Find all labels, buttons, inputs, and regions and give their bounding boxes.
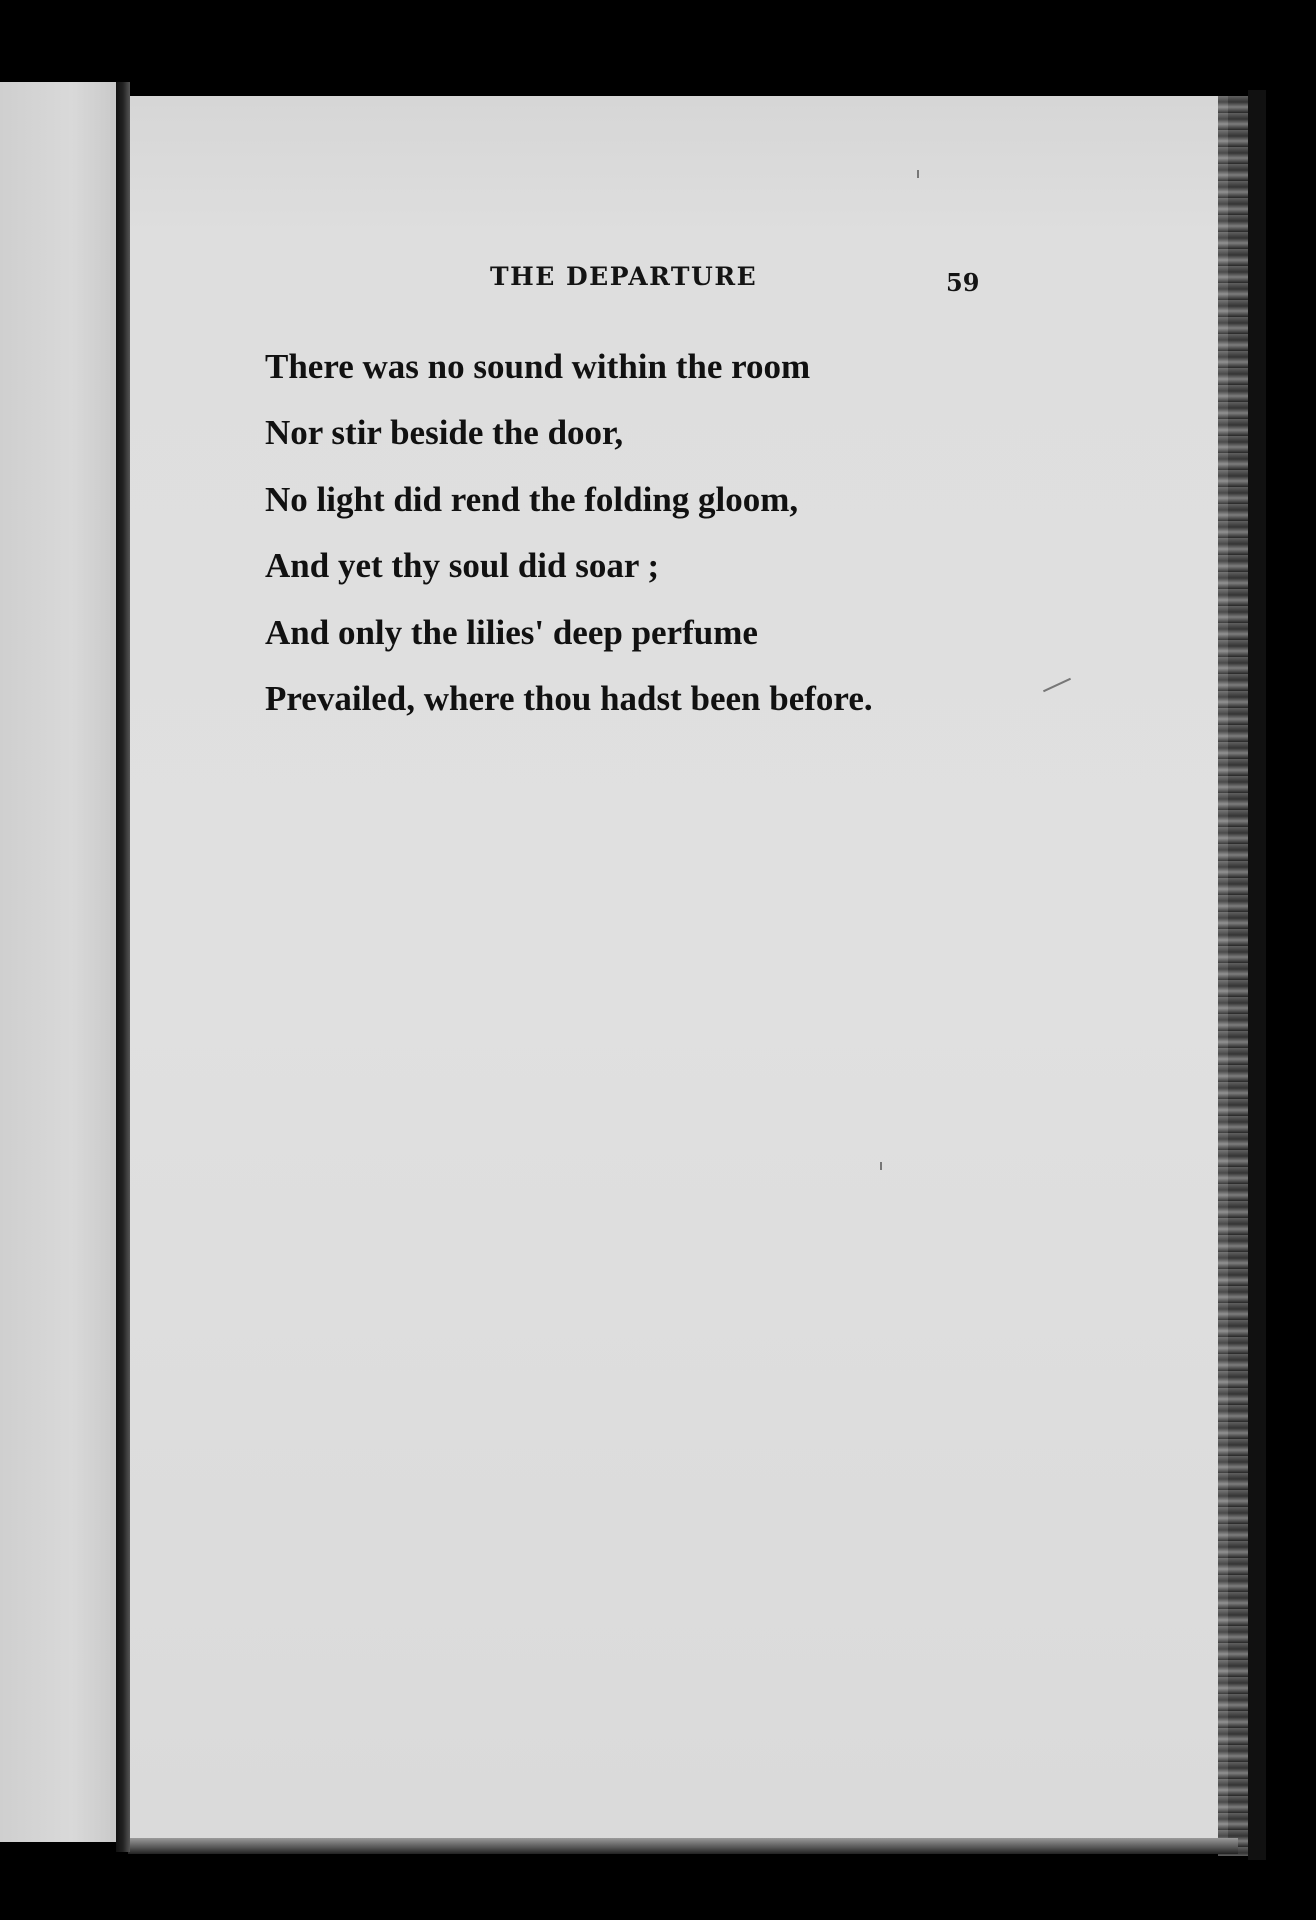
poem-line: No light did rend the folding gloom,: [265, 479, 799, 519]
poem-line: Prevailed, where thou hadst been before.: [265, 679, 873, 719]
page-edge-shadow: [1248, 90, 1266, 1860]
scan-speck: [917, 170, 919, 178]
scan-speck: [880, 1162, 882, 1170]
page-number: 59: [946, 268, 980, 297]
poem-line: Nor stir beside the door,: [265, 413, 624, 453]
running-head: THE DEPARTURE: [490, 262, 758, 291]
page-bottom-edge: [128, 1838, 1238, 1854]
poem-line: And only the lilies' deep perfume: [265, 612, 758, 652]
previous-page-edge: [0, 82, 120, 1842]
page-fore-edge: [1218, 96, 1252, 1856]
binding-gutter: [116, 82, 130, 1852]
poem-stanza: [265, 334, 873, 732]
poem-line: And yet thy soul did soar ;: [265, 546, 660, 586]
poem-line: There was no sound within the room: [265, 347, 811, 386]
